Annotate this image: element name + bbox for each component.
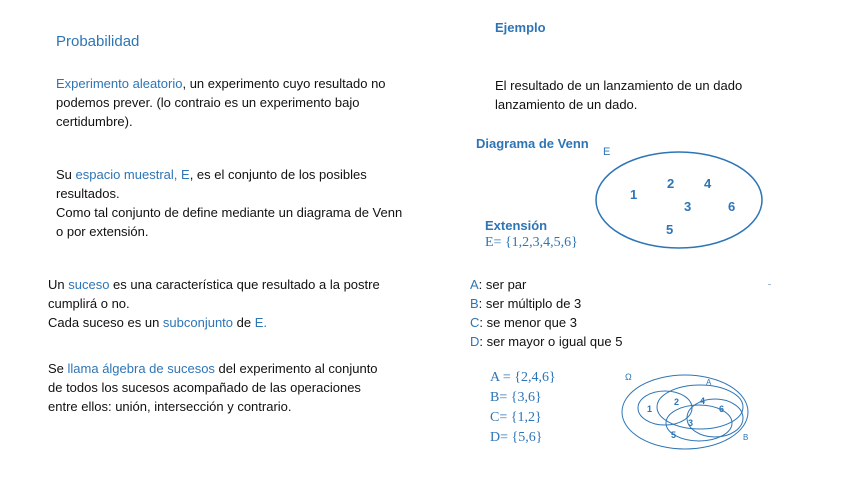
- venn-number: 5: [666, 222, 674, 237]
- venn-number: 2: [667, 176, 675, 191]
- set-a-label: A: [706, 378, 712, 387]
- page-title: Probabilidad: [56, 33, 140, 50]
- definition-experiment: Experimento aleatorio, un experimento cuyo resultado no podemos prever. (lo contraio es un experimento bajo certidumbre).: [56, 76, 386, 129]
- decorative-dot: [768, 284, 771, 285]
- definition-event-algebra: Se llama álgebra de sucesos del experimento al conjunto de todos los sucesos acompañado de las operaciones entre ellos: unión, intersección y contrario.: [48, 361, 378, 414]
- definition-sample-space: Su espacio muestral, E, es el conjunto de los posibles resultados. Como tal conjunto de define mediante un diagrama de Venn o por extensión.: [56, 167, 403, 239]
- event-item: B: ser múltiplo de 3: [470, 296, 582, 311]
- event-set: A = {2,4,6}: [490, 370, 556, 385]
- small-venn-number: 6: [719, 404, 725, 414]
- event-list: [470, 275, 622, 351]
- venn-number: 6: [728, 199, 736, 214]
- venn-diagram: [590, 140, 770, 250]
- event-set: D= {5,6}: [490, 430, 543, 445]
- venn-set-label: E: [603, 146, 611, 158]
- definition-event: Un suceso es una característica que resultado a la postre cumplirá o no. Cada suceso es un subconjunto de E.: [48, 277, 380, 330]
- example-title: Ejemplo: [495, 20, 546, 35]
- small-venn-number: 2: [674, 397, 680, 407]
- venn-number: 4: [704, 176, 712, 191]
- event-sets: [490, 368, 556, 448]
- event-item: A: ser par: [470, 277, 527, 292]
- term-experiment: Experimento aleatorio: [56, 76, 183, 91]
- extension-title: Extensión: [485, 218, 548, 233]
- venn-number: 3: [684, 199, 692, 214]
- extension-set: E= {1,2,3,4,5,6}: [485, 235, 578, 250]
- small-venn-number: 3: [688, 418, 694, 428]
- small-venn-number: 5: [671, 430, 677, 440]
- venn-number: 1: [630, 187, 638, 202]
- venn-ellipse: [596, 152, 762, 248]
- set-b-label: B: [743, 433, 749, 442]
- small-venn-number: 4: [700, 396, 706, 406]
- venn-title: Diagrama de Venn: [476, 136, 589, 151]
- example-text: El resultado de un lanzamiento de un dado lanzamiento de un dado.: [495, 78, 743, 112]
- event-set: C= {1,2}: [490, 410, 542, 425]
- omega-label: Ω: [625, 372, 632, 382]
- event-item: D: ser mayor o igual que 5: [470, 334, 623, 349]
- event-set: B= {3,6}: [490, 390, 542, 405]
- events-venn-diagram: [615, 368, 765, 458]
- term-event: suceso: [68, 277, 110, 292]
- term-subset: subconjunto: [162, 315, 234, 330]
- term-sample-space: espacio muestral, E: [75, 167, 190, 182]
- event-item: C: se menor que 3: [470, 315, 577, 330]
- small-venn-number: 1: [647, 404, 653, 414]
- term-event-algebra: llama álgebra de sucesos: [67, 361, 215, 376]
